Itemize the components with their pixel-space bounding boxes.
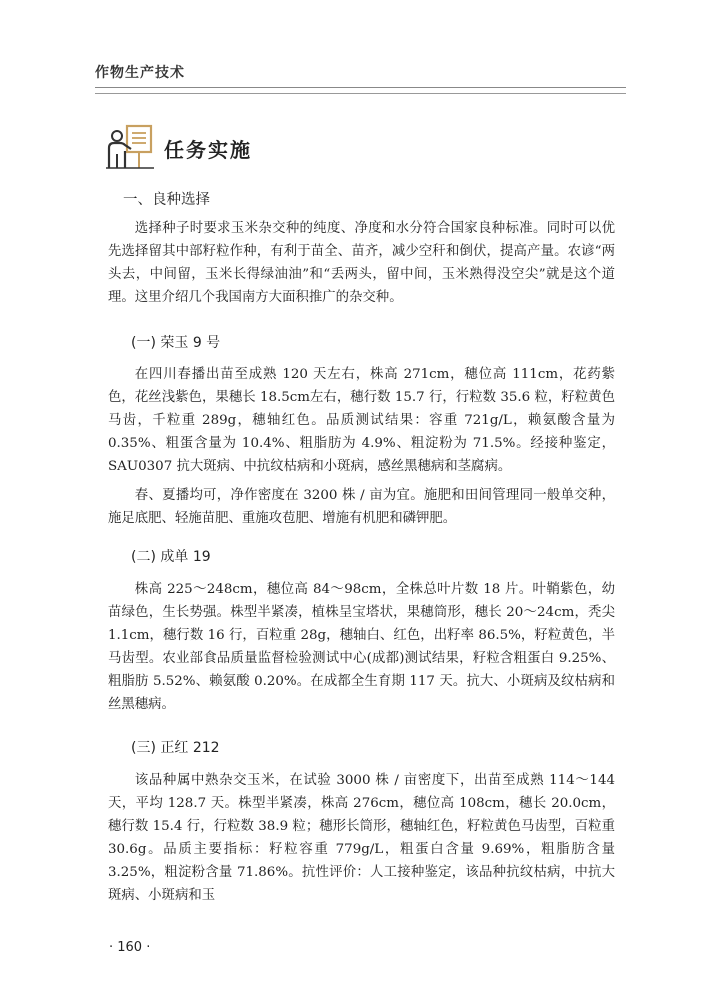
heading-seed-selection: 一、良种选择 bbox=[123, 192, 210, 208]
heading-zhenghong-212: (三) 正红 212 bbox=[131, 740, 220, 756]
running-head: 作物生产技术 bbox=[95, 65, 185, 81]
header-rule-thin bbox=[95, 93, 626, 94]
section-title: 任务实施 bbox=[164, 138, 252, 162]
page-number: · 160 · bbox=[109, 940, 151, 955]
heading-rongyu-9: (一) 荣玉 9 号 bbox=[131, 335, 221, 351]
paragraph-rongyu-cultivation: 春、夏播均可，净作密度在 3200 株 / 亩为宜。施肥和田间管理同一般单交种，施足底肥、轻施苗肥、重施攻苞肥、增施有机肥和磷钾肥。 bbox=[108, 488, 615, 526]
header-rule bbox=[95, 87, 626, 88]
paragraph-chengdan-traits: 株高 225～248cm，穗位高 84～98cm，全株总叶片数 18 片。叶鞘紫色，幼苗绿色，生长势强。株型半紧凑，植株呈宝塔状，果穗筒形，穗长 20～24cm，秃尖 1.1cm，穗行数 16 行，百粒重 28g，穗轴白、红色，出籽率 86.5%，籽粒黄色，半马齿型。农业部食品质量监督检验测试中心(成都)测试结果，籽粒含粗蛋白 9.25%、粗脂肪 5.52%、赖氨酸 0.20%。在成都全生育期 117 天。抗大、小斑病及纹枯病和丝黑穗病。 bbox=[108, 582, 615, 712]
heading-chengdan-19: (二) 成单 19 bbox=[131, 549, 211, 565]
paragraph-intro: 选择种子时要求玉米杂交种的纯度、净度和水分符合国家良种标准。同时可以优先选择留其中部籽粒作种，有利于苗全、苗齐，减少空秆和倒伏，提高产量。农谚“两头去，中间留，玉米长得绿油油”和“丢两头，留中间，玉米熟得没空尖”就是这个道理。这里介绍几个我国南方大面积推广的杂交种。 bbox=[108, 221, 615, 305]
teacher-at-board-icon bbox=[106, 124, 154, 172]
section-banner bbox=[106, 124, 306, 174]
paragraph-rongyu-traits: 在四川春播出苗至成熟 120 天左右，株高 271cm，穗位高 111cm，花药紫色，花丝浅紫色，果穗长 18.5cm左右，穗行数 15.7 行，行粒数 35.6 粒，籽粒黄色马齿，千粒重 289g，穗轴红色。品质测试结果：容重 721g/L，赖氨酸含量为 0.35%、粗蛋含量为 10.4%、粗脂肪为 4.9%、粗淀粉为 71.5%。经接种鉴定，SAU0307 抗大斑病、中抗纹枯病和小斑病，感丝黑穗病和茎腐病。 bbox=[108, 367, 615, 474]
paragraph-zhenghong-traits: 该品种属中熟杂交玉米，在试验 3000 株 / 亩密度下，出苗至成熟 114～144 天，平均 128.7 天。株型半紧凑，株高 276cm，穗位高 108cm，穗长 20.0cm，穗行数 15.4 行，行粒数 38.9 粒；穗形长筒形，穗轴红色，籽粒黄色马齿型，百粒重 30.6g。品质主要指标：籽粒容重 779g/L，粗蛋白含量 9.69%，粗脂肪含量 3.25%，粗淀粉含量 71.86%。抗性评价：人工接种鉴定，该品种抗纹枯病，中抗大斑病、小斑病和玉 bbox=[108, 773, 615, 903]
